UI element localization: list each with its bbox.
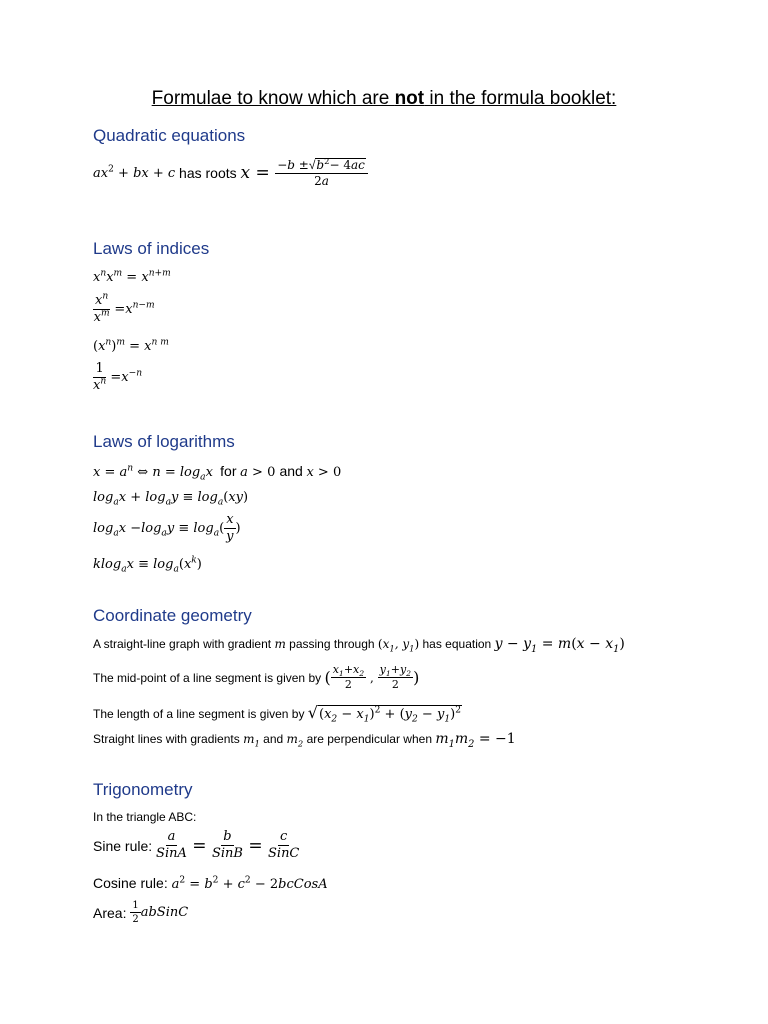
heading-indices: Laws of indices <box>93 239 210 258</box>
index-law-multiply: $x^nx^m = x^{n+m}$ <box>93 268 171 285</box>
trig-sine-label: Sine rule: <box>93 837 157 854</box>
heading-trigonometry: Trigonometry <box>93 780 193 799</box>
trig-cosine-label: Cosine rule: <box>93 875 172 891</box>
trig-intro: In the triangle ABC: <box>93 810 197 824</box>
geometry-line3-text: The length of a line segment is given by <box>93 707 308 721</box>
trig-area-label: Area: <box>93 904 131 921</box>
index-law-divide: $\frac{x^n}{x^m}$ = $x^{n-m}$ <box>93 291 155 326</box>
heading-logarithms: Laws of logarithms <box>93 432 235 451</box>
log-law-subtract: $\log_ax$ − $\log_ay$ ≡ $\log_a$ ( $\frac{x}{y}$ ) <box>93 512 241 545</box>
log-and-text: and <box>279 463 303 479</box>
title-text-post: in the formula booklet: <box>424 88 617 109</box>
index-law-power: $(x^n)^m = x^{n m}$ <box>93 337 169 354</box>
log-for-text: for <box>220 463 237 479</box>
title-text-bold: not <box>394 88 425 109</box>
trig-cosine-rule: Cosine rule: $a^2 = b^2 + c^2$ − 2bcCosA <box>93 875 328 892</box>
log-law-add: $\log_ax + \log_ay \equiv \log_a(xy)$ <box>93 490 249 508</box>
geometry-line4-and: and <box>259 732 287 746</box>
geometry-line2-text: The mid-point of a line segment is given by <box>93 670 325 685</box>
title-text-pre: Formulae to know which are <box>151 88 395 109</box>
trig-sine-rule: Sine rule: $\frac{a}{\text{SinA}}$ = $\frac{b}{\text{SinB}}$ = $\frac{c}{\text{SinC}}$ <box>93 829 300 862</box>
geometry-perpendicular: Straight lines with gradients $m_1$ and $m_2$ are perpendicular when $m_1m_2 = -1$ <box>93 731 516 750</box>
geometry-line4-pre: Straight lines with gradients <box>93 732 244 746</box>
trig-area: Area: $\frac{1}{2}$ abSinC <box>93 900 189 925</box>
index-law-negative: $\frac{1}{x^n}$ = $x^{-n}$ <box>93 361 143 394</box>
quadratic-formula: $ax^2$ + bx + c has roots x = $\frac{-b \pm√b^2- 4ac}{2a}$ <box>93 158 368 188</box>
log-law-power: $klog_ax \equiv \log_a(x^k)$ <box>93 555 202 575</box>
heading-coordinate-geometry: Coordinate geometry <box>93 606 252 625</box>
log-definition: $x = a^n$ ⇔ $n = \log_ax$ for a > 0 and x > 0 <box>93 463 342 483</box>
geometry-line-equation: A straight-line graph with gradient m passing through ($x_1$, $y_1$) has equation $y - y_1 = m(x - x_1)$ <box>93 636 625 655</box>
geometry-line1-post: has equation <box>419 637 495 651</box>
geometry-line4-post: are perpendicular when <box>303 732 436 746</box>
page-title <box>0 88 768 110</box>
geometry-line1-mid: passing through <box>285 637 378 651</box>
geometry-length: The length of a line segment is given by $√(x_2 - x_1)^2 + (y_2 - y_1)^2$ <box>93 703 461 725</box>
geometry-line1-pre: A straight-line graph with gradient <box>93 637 275 651</box>
heading-quadratic: Quadratic equations <box>93 126 246 145</box>
geometry-midpoint: The mid-point of a line segment is given by ( $\frac{x_1+x_2}{2}$ , $\frac{y_1+y_2}{2}$ ) <box>93 663 420 692</box>
has-roots-text: has roots <box>175 165 241 182</box>
